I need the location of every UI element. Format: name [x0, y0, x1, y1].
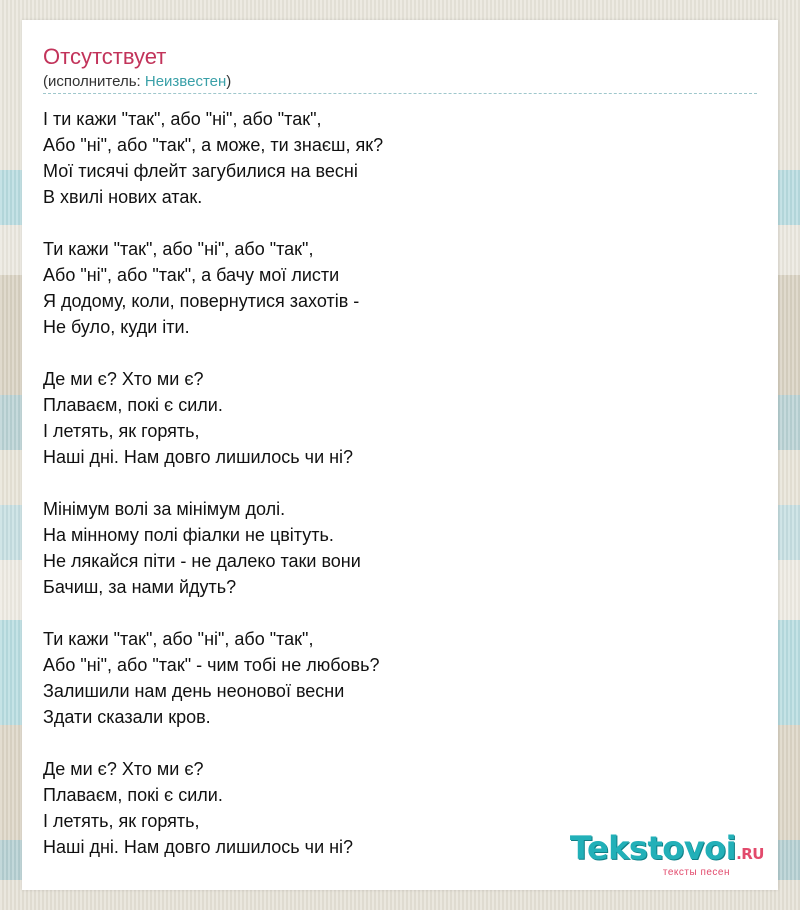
- lyric-line: Наші дні. Нам довго лишилось чи ні?: [43, 447, 354, 467]
- lyric-line: Залишили нам день неонової весни: [43, 681, 345, 701]
- lyric-line: Де ми є? Хто ми є?: [43, 759, 204, 779]
- lyric-line: І летять, як горять,: [43, 811, 200, 831]
- lyric-line: Не лякайся піти - не далеко таки вони: [43, 551, 361, 571]
- song-title: Отсутствует: [43, 44, 167, 69]
- artist-line: [43, 73, 231, 91]
- lyric-line: Або "ні", або "так" - чим тобі не любовь?: [43, 655, 380, 675]
- lyric-line: Або "ні", або "так", а може, ти знаєш, як?: [43, 135, 384, 155]
- logo-tld: .RU: [736, 845, 764, 863]
- verse-gap: [43, 210, 743, 236]
- site-logo[interactable]: [570, 831, 764, 878]
- lyric-line: Плаваєм, покі є сили.: [43, 785, 223, 805]
- lyric-line: І ти кажи "так", або "ні", або "так",: [43, 109, 322, 129]
- lyrics-card: [22, 20, 778, 890]
- artist-suffix: ): [226, 73, 232, 90]
- lyric-line: Мінімум волі за мінімум долі.: [43, 499, 286, 519]
- lyric-line: В хвилі нових атак.: [43, 187, 203, 207]
- lyrics-text: [43, 106, 743, 860]
- divider: [43, 93, 757, 94]
- logo-tagline: тексты песен: [662, 867, 730, 878]
- verse-gap: [43, 730, 743, 756]
- lyric-line: Здати сказали кров.: [43, 707, 211, 727]
- lyric-line: Ти кажи "так", або "ні", або "так",: [43, 629, 314, 649]
- lyric-line: Я додому, коли, повернутися захотів -: [43, 291, 360, 311]
- lyric-line: Бачиш, за нами йдуть?: [43, 577, 237, 597]
- lyric-line: Ти кажи "так", або "ні", або "так",: [43, 239, 314, 259]
- lyric-line: Або "ні", або "так", а бачу мої листи: [43, 265, 340, 285]
- artist-link[interactable]: Неизвестен: [144, 73, 227, 90]
- logo-wordmark: [570, 831, 764, 871]
- verse-gap: [43, 470, 743, 496]
- logo-name: Tekstovoi: [569, 829, 737, 867]
- verse-gap: [43, 600, 743, 626]
- lyric-line: Не було, куди іти.: [43, 317, 190, 337]
- artist-prefix: (исполнитель:: [43, 73, 145, 90]
- lyric-line: Мої тисячі флейт загубилися на весні: [43, 161, 358, 181]
- lyric-line: Плаваєм, покі є сили.: [43, 395, 223, 415]
- lyric-line: І летять, як горять,: [43, 421, 200, 441]
- lyric-line: Де ми є? Хто ми є?: [43, 369, 204, 389]
- lyric-line: Наші дні. Нам довго лишилось чи ні?: [43, 837, 354, 857]
- lyric-line: На мінному полі фіалки не цвітуть.: [43, 525, 334, 545]
- verse-gap: [43, 340, 743, 366]
